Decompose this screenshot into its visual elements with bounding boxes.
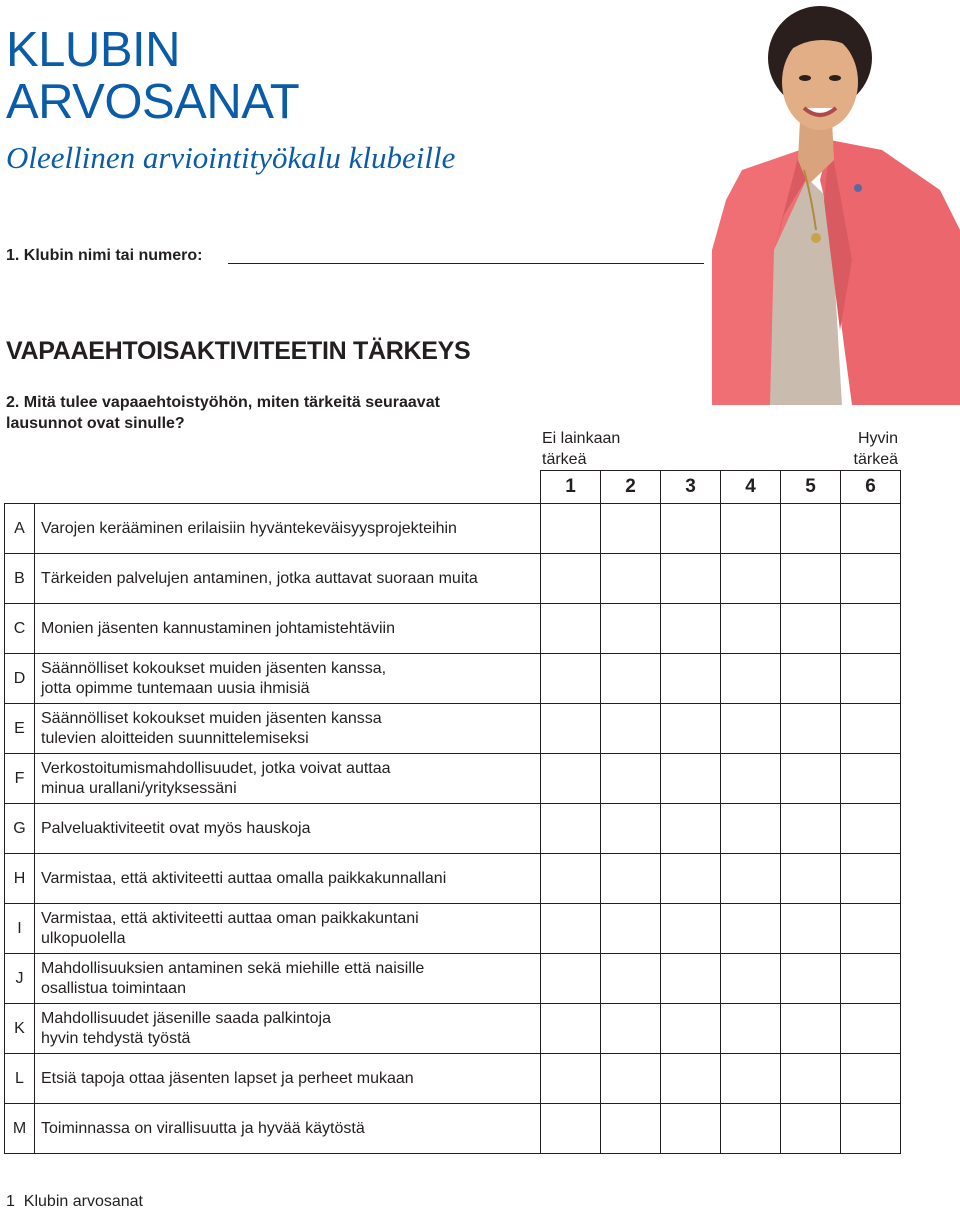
footer-label: Klubin arvosanat xyxy=(23,1193,143,1210)
rating-box-1[interactable] xyxy=(541,604,601,654)
title-line-2: ARVOSANAT xyxy=(6,75,300,129)
statement-text xyxy=(35,654,541,704)
statement-line-1: Mahdollisuudet jäsenille saada palkintoja xyxy=(41,1009,331,1027)
statement-line-2: ulkopuolella xyxy=(41,929,126,947)
rating-box-4[interactable] xyxy=(721,1004,781,1054)
rating-box-3[interactable] xyxy=(661,1054,721,1104)
rating-box-4[interactable] xyxy=(721,554,781,604)
rating-box-4[interactable] xyxy=(721,504,781,554)
rating-box-2[interactable] xyxy=(601,954,661,1004)
statement-text xyxy=(35,704,541,754)
rating-box-6[interactable] xyxy=(841,554,901,604)
statement-text xyxy=(35,1104,541,1154)
statement-line-1: Säännölliset kokoukset muiden jäsenten kanssa xyxy=(41,709,382,727)
rating-box-3[interactable] xyxy=(661,1104,721,1154)
statement-row xyxy=(5,704,901,754)
rating-box-6[interactable] xyxy=(841,704,901,754)
statement-line-1: Monien jäsenten kannustaminen johtamistehtäviin xyxy=(41,619,395,637)
rating-box-1[interactable] xyxy=(541,954,601,1004)
rating-box-3[interactable] xyxy=(661,554,721,604)
scale-low-line-1: Ei lainkaan xyxy=(542,430,621,447)
statement-line-1: Verkostoitumismahdollisuudet, jotka voivat auttaa xyxy=(41,759,391,777)
rating-box-6[interactable] xyxy=(841,1104,901,1154)
scale-value: 3 xyxy=(661,471,721,504)
statement-line-1: Toiminnassa on virallisuutta ja hyvää käytöstä xyxy=(41,1119,365,1137)
page-footer xyxy=(6,1193,143,1211)
rating-box-3[interactable] xyxy=(661,604,721,654)
statement-line-1: Varmistaa, että aktiviteetti auttaa oman paikkakuntani xyxy=(41,909,419,927)
rating-box-3[interactable] xyxy=(661,704,721,754)
statement-letter: B xyxy=(5,554,35,604)
statement-line-1: Tärkeiden palvelujen antaminen, jotka auttavat suoraan muita xyxy=(41,569,478,587)
statement-line-2: tulevien aloitteiden suunnittelemiseksi xyxy=(41,729,309,747)
rating-box-1[interactable] xyxy=(541,1054,601,1104)
statement-text xyxy=(35,1054,541,1104)
rating-box-6[interactable] xyxy=(841,654,901,704)
statement-row xyxy=(5,904,901,954)
rating-box-3[interactable] xyxy=(661,654,721,704)
scale-value: 2 xyxy=(601,471,661,504)
rating-box-3[interactable] xyxy=(661,904,721,954)
rating-box-1[interactable] xyxy=(541,1104,601,1154)
rating-box-6[interactable] xyxy=(841,954,901,1004)
statement-rows xyxy=(5,504,901,1154)
rating-box-6[interactable] xyxy=(841,904,901,954)
rating-box-3[interactable] xyxy=(661,504,721,554)
statement-letter: M xyxy=(5,1104,35,1154)
rating-box-2[interactable] xyxy=(601,1054,661,1104)
scale-label-low xyxy=(542,428,620,470)
scale-high-line-2: tärkeä xyxy=(853,451,898,468)
rating-box-4[interactable] xyxy=(721,854,781,904)
rating-box-1[interactable] xyxy=(541,1004,601,1054)
rating-box-2[interactable] xyxy=(601,1104,661,1154)
statement-row xyxy=(5,804,901,854)
statement-text xyxy=(35,854,541,904)
rating-box-2[interactable] xyxy=(601,554,661,604)
rating-box-4[interactable] xyxy=(721,1104,781,1154)
statement-row xyxy=(5,754,901,804)
statement-letter: C xyxy=(5,604,35,654)
section-title: VAPAAEHTOISAKTIVITEETIN TÄRKEYS xyxy=(6,337,471,365)
statement-line-1: Säännölliset kokoukset muiden jäsenten kanssa, xyxy=(41,659,387,677)
statement-row xyxy=(5,654,901,704)
rating-box-2[interactable] xyxy=(601,604,661,654)
rating-box-3[interactable] xyxy=(661,954,721,1004)
rating-box-1[interactable] xyxy=(541,504,601,554)
statement-letter: L xyxy=(5,1054,35,1104)
rating-box-4[interactable] xyxy=(721,754,781,804)
scale-header-row xyxy=(5,471,901,504)
club-name-input-line[interactable] xyxy=(228,263,704,264)
statement-line-1: Mahdollisuuksien antaminen sekä miehille että naisille xyxy=(41,959,425,977)
statement-text xyxy=(35,604,541,654)
rating-box-5[interactable] xyxy=(781,904,841,954)
statement-letter: J xyxy=(5,954,35,1004)
page-number: 1 xyxy=(6,1193,15,1210)
scale-value: 1 xyxy=(541,471,601,504)
rating-box-4[interactable] xyxy=(721,604,781,654)
statement-letter: K xyxy=(5,1004,35,1054)
rating-box-5[interactable] xyxy=(781,504,841,554)
statement-line-2: hyvin tehdystä työstä xyxy=(41,1029,191,1047)
rating-box-2[interactable] xyxy=(601,654,661,704)
rating-box-4[interactable] xyxy=(721,704,781,754)
rating-box-5[interactable] xyxy=(781,954,841,1004)
rating-box-2[interactable] xyxy=(601,804,661,854)
statement-letter: F xyxy=(5,754,35,804)
rating-box-5[interactable] xyxy=(781,804,841,854)
statement-line-1: Varojen kerääminen erilaisiin hyväntekeväisyysprojekteihin xyxy=(41,519,457,537)
rating-box-3[interactable] xyxy=(661,854,721,904)
page-title xyxy=(6,24,299,128)
statement-letter: G xyxy=(5,804,35,854)
rating-box-6[interactable] xyxy=(841,1054,901,1104)
statement-text xyxy=(35,504,541,554)
scale-value: 4 xyxy=(721,471,781,504)
statement-line-1: Etsiä tapoja ottaa jäsenten lapset ja perheet mukaan xyxy=(41,1069,414,1087)
statement-letter: E xyxy=(5,704,35,754)
rating-box-6[interactable] xyxy=(841,504,901,554)
question-importance: 2. Mitä tulee vapaaehtoistyöhön, miten tärkeitä seuraavat lausunnot ovat sinulle? xyxy=(6,394,440,432)
member-photo xyxy=(712,0,960,405)
scale-value: 5 xyxy=(781,471,841,504)
rating-box-1[interactable] xyxy=(541,804,601,854)
rating-box-1[interactable] xyxy=(541,854,601,904)
rating-box-1[interactable] xyxy=(541,904,601,954)
rating-box-1[interactable] xyxy=(541,704,601,754)
scale-high-line-1: Hyvin xyxy=(857,430,898,447)
rating-box-6[interactable] xyxy=(841,754,901,804)
rating-box-6[interactable] xyxy=(841,1004,901,1054)
rating-table xyxy=(4,470,901,1154)
statement-line-2: jotta opimme tuntemaan uusia ihmisiä xyxy=(41,679,310,697)
rating-box-6[interactable] xyxy=(841,604,901,654)
rating-box-3[interactable] xyxy=(661,754,721,804)
statement-line-2: minua urallani/yrityksessäni xyxy=(41,779,237,797)
statement-letter: H xyxy=(5,854,35,904)
rating-box-6[interactable] xyxy=(841,854,901,904)
rating-box-2[interactable] xyxy=(601,704,661,754)
statement-row xyxy=(5,554,901,604)
statement-line-1: Palveluaktiviteetit ovat myös hauskoja xyxy=(41,819,311,837)
statement-row xyxy=(5,1104,901,1154)
rating-box-6[interactable] xyxy=(841,804,901,854)
scale-value: 6 xyxy=(841,471,901,504)
rating-box-5[interactable] xyxy=(781,704,841,754)
rating-box-5[interactable] xyxy=(781,554,841,604)
statement-text xyxy=(35,754,541,804)
rating-box-1[interactable] xyxy=(541,554,601,604)
statement-text xyxy=(35,554,541,604)
statement-letter: D xyxy=(5,654,35,704)
scale-label-high xyxy=(854,428,898,470)
rating-box-5[interactable] xyxy=(781,754,841,804)
rating-box-3[interactable] xyxy=(661,804,721,854)
rating-box-1[interactable] xyxy=(541,654,601,704)
rating-box-3[interactable] xyxy=(661,1004,721,1054)
scale-low-line-2: tärkeä xyxy=(542,451,587,468)
statement-letter: I xyxy=(5,904,35,954)
statement-row xyxy=(5,1004,901,1054)
rating-box-1[interactable] xyxy=(541,754,601,804)
statement-line-1: Varmistaa, että aktiviteetti auttaa omalla paikkakunnallani xyxy=(41,869,447,887)
statement-row xyxy=(5,604,901,654)
statement-text xyxy=(35,904,541,954)
rating-box-4[interactable] xyxy=(721,1054,781,1104)
rating-box-2[interactable] xyxy=(601,754,661,804)
statement-text xyxy=(35,804,541,854)
rating-box-2[interactable] xyxy=(601,854,661,904)
rating-box-5[interactable] xyxy=(781,854,841,904)
rating-box-5[interactable] xyxy=(781,1104,841,1154)
question-club-name: 1. Klubin nimi tai numero: xyxy=(6,247,203,264)
statement-row xyxy=(5,1054,901,1104)
rating-box-2[interactable] xyxy=(601,904,661,954)
rating-box-4[interactable] xyxy=(721,654,781,704)
statement-row xyxy=(5,504,901,554)
title-line-1: KLUBIN xyxy=(6,23,181,77)
rating-box-5[interactable] xyxy=(781,654,841,704)
statement-text xyxy=(35,954,541,1004)
statement-line-2: osallistua toimintaan xyxy=(41,979,186,997)
rating-box-4[interactable] xyxy=(721,904,781,954)
rating-box-2[interactable] xyxy=(601,1004,661,1054)
rating-box-4[interactable] xyxy=(721,954,781,1004)
statement-text xyxy=(35,1004,541,1054)
rating-box-5[interactable] xyxy=(781,1054,841,1104)
statement-letter: A xyxy=(5,504,35,554)
statement-row xyxy=(5,854,901,904)
rating-box-5[interactable] xyxy=(781,604,841,654)
statement-row xyxy=(5,954,901,1004)
rating-box-5[interactable] xyxy=(781,1004,841,1054)
rating-box-4[interactable] xyxy=(721,804,781,854)
rating-box-2[interactable] xyxy=(601,504,661,554)
page-subtitle: Oleellinen arviointityökalu klubeille xyxy=(6,140,456,175)
